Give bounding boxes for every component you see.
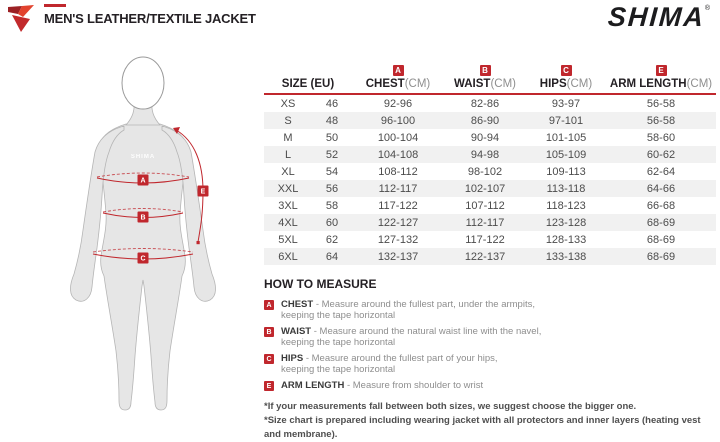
column-header-hips xyxy=(526,60,606,90)
measure-item xyxy=(264,326,716,348)
cell-hips: 128-133 xyxy=(545,233,587,246)
cell-hips: 105-109 xyxy=(545,148,587,161)
footnote-protectors: *Size chart is prepared including wearing jacket with all protectors and inner layers (heating vest and membrane). xyxy=(264,415,701,440)
table-row xyxy=(264,248,716,265)
column-header-chest xyxy=(352,60,444,90)
cell-waist: 102-107 xyxy=(464,182,506,195)
table-row xyxy=(264,129,716,146)
waist-badge-letter: B xyxy=(140,214,146,222)
cell-waist: 107-112 xyxy=(465,199,505,212)
mannequin-svg xyxy=(35,46,250,416)
cell-arm: 66-68 xyxy=(646,199,676,212)
cell-size: 4XL xyxy=(278,216,298,229)
cell-eu: 48 xyxy=(325,114,339,127)
cell-arm: 56-58 xyxy=(646,114,676,127)
cell-waist: 82-86 xyxy=(470,97,500,110)
cell-chest: 122-127 xyxy=(377,216,419,229)
cell-hips: 109-113 xyxy=(546,165,586,178)
badge-e-icon: E xyxy=(656,65,667,76)
cell-chest: 92-96 xyxy=(383,97,413,110)
cell-eu: 54 xyxy=(325,165,339,178)
cell-size: M xyxy=(283,131,293,144)
title-accent-bar xyxy=(44,4,66,7)
cell-arm: 68-69 xyxy=(646,233,676,246)
measure-badge-icon: A xyxy=(264,300,274,310)
cell-size: L xyxy=(284,148,292,161)
hips-badge-letter: C xyxy=(140,255,146,263)
table-row xyxy=(264,180,716,197)
cell-size: 6XL xyxy=(278,250,298,263)
cell-size: XS xyxy=(280,97,296,110)
cell-eu: 50 xyxy=(325,131,339,144)
hips-header-label: HIPS(CM) xyxy=(539,78,593,90)
footnote-sizing: *If your measurements fall between both sizes, we suggest choose the bigger one. xyxy=(264,401,637,412)
measure-text: WAIST - Measure around the natural waist line with the navel, keeping the tape horizontal xyxy=(281,326,542,348)
cell-eu: 56 xyxy=(325,182,339,195)
brand-wordmark: SHIMA xyxy=(606,2,706,32)
cell-arm: 68-69 xyxy=(646,250,676,263)
waist-header-label: WAIST(CM) xyxy=(454,78,516,90)
page-title: MEN'S LEATHER/TEXTILE JACKET xyxy=(44,11,256,26)
cell-chest: 117-122 xyxy=(378,199,418,212)
cell-eu: 62 xyxy=(325,233,339,246)
cell-chest: 112-117 xyxy=(378,182,418,195)
size-header-label: SIZE (EU) xyxy=(281,78,335,90)
table-row xyxy=(264,112,716,129)
registered-trademark-symbol: ® xyxy=(704,5,710,12)
cell-chest: 100-104 xyxy=(377,131,419,144)
cell-eu: 64 xyxy=(325,250,339,263)
measure-item xyxy=(264,380,716,391)
table-row xyxy=(264,163,716,180)
table-row xyxy=(264,214,716,231)
cell-chest: 96-100 xyxy=(380,114,416,127)
cell-hips: 118-123 xyxy=(546,199,586,212)
cell-eu: 52 xyxy=(325,148,339,161)
cell-arm: 58-60 xyxy=(646,131,676,144)
measure-text: ARM LENGTH - Measure from shoulder to wrist xyxy=(281,380,484,391)
cell-size: 5XL xyxy=(278,233,298,246)
cell-eu: 58 xyxy=(325,199,339,212)
cell-hips: 97-101 xyxy=(548,114,584,127)
cell-arm: 62-64 xyxy=(646,165,676,178)
badge-b-icon: B xyxy=(480,65,491,76)
cell-size: XXL xyxy=(277,182,299,195)
badge-c-icon: C xyxy=(561,65,572,76)
cell-size: S xyxy=(284,114,292,127)
measure-item xyxy=(264,299,716,321)
size-table-body xyxy=(264,95,716,265)
footnotes xyxy=(264,400,716,442)
cell-size: XL xyxy=(281,165,295,178)
mannequin-figure xyxy=(35,46,250,416)
cell-waist: 122-137 xyxy=(464,250,506,263)
cell-arm: 60-62 xyxy=(646,148,676,161)
cell-hips: 133-138 xyxy=(545,250,587,263)
badge-a-icon: A xyxy=(393,65,404,76)
cell-size: 3XL xyxy=(278,199,298,212)
cell-waist: 86-90 xyxy=(470,114,500,127)
cell-chest: 108-112 xyxy=(378,165,418,178)
cell-waist: 90-94 xyxy=(470,131,500,144)
cell-eu: 46 xyxy=(325,97,339,110)
cell-waist: 98-102 xyxy=(467,165,503,178)
body-silhouette xyxy=(98,124,189,410)
measure-item xyxy=(264,353,716,375)
column-header-arm-length xyxy=(606,60,716,90)
table-header xyxy=(264,60,716,95)
measure-badge-icon: C xyxy=(264,354,274,364)
table-row xyxy=(264,95,716,112)
column-header-size xyxy=(264,60,352,90)
arm-badge-letter: E xyxy=(200,188,206,196)
brand-logo xyxy=(608,4,710,30)
cell-chest: 104-108 xyxy=(377,148,419,161)
header-title-block xyxy=(44,4,256,26)
size-chart-panel xyxy=(264,60,716,442)
table-row xyxy=(264,197,716,214)
cell-arm: 56-58 xyxy=(646,97,676,110)
cell-eu: 60 xyxy=(325,216,339,229)
measure-badge-icon: B xyxy=(264,327,274,337)
cell-arm: 64-66 xyxy=(646,182,676,195)
arm-line-end-dot xyxy=(197,241,200,244)
column-header-waist xyxy=(444,60,526,90)
chest-header-label: CHEST(CM) xyxy=(365,78,431,90)
figure-watermark: SHIMA xyxy=(130,154,156,160)
how-to-measure-heading: HOW TO MEASURE xyxy=(264,277,377,291)
measure-badge-icon: E xyxy=(264,381,274,391)
measure-text: CHEST - Measure around the fullest part, under the armpits, keeping the tape horizontal xyxy=(281,299,535,321)
cell-chest: 132-137 xyxy=(377,250,419,263)
cell-arm: 68-69 xyxy=(646,216,676,229)
cell-hips: 113-118 xyxy=(546,182,586,195)
cell-hips: 93-97 xyxy=(551,97,581,110)
chest-badge-letter: A xyxy=(140,177,146,185)
head xyxy=(122,57,164,109)
cell-waist: 112-117 xyxy=(465,216,505,229)
arm-length-header-label: ARM LENGTH(CM) xyxy=(609,78,713,90)
shima-arrow-logo xyxy=(6,3,36,33)
table-row xyxy=(264,146,716,163)
cell-chest: 127-132 xyxy=(377,233,419,246)
cell-hips: 123-128 xyxy=(545,216,587,229)
cell-hips: 101-105 xyxy=(545,131,587,144)
measure-text: HIPS - Measure around the fullest part of your hips, keeping the tape horizontal xyxy=(281,353,498,375)
table-row xyxy=(264,231,716,248)
cell-waist: 94-98 xyxy=(470,148,500,161)
cell-waist: 117-122 xyxy=(465,233,505,246)
how-to-measure-list xyxy=(264,299,716,391)
